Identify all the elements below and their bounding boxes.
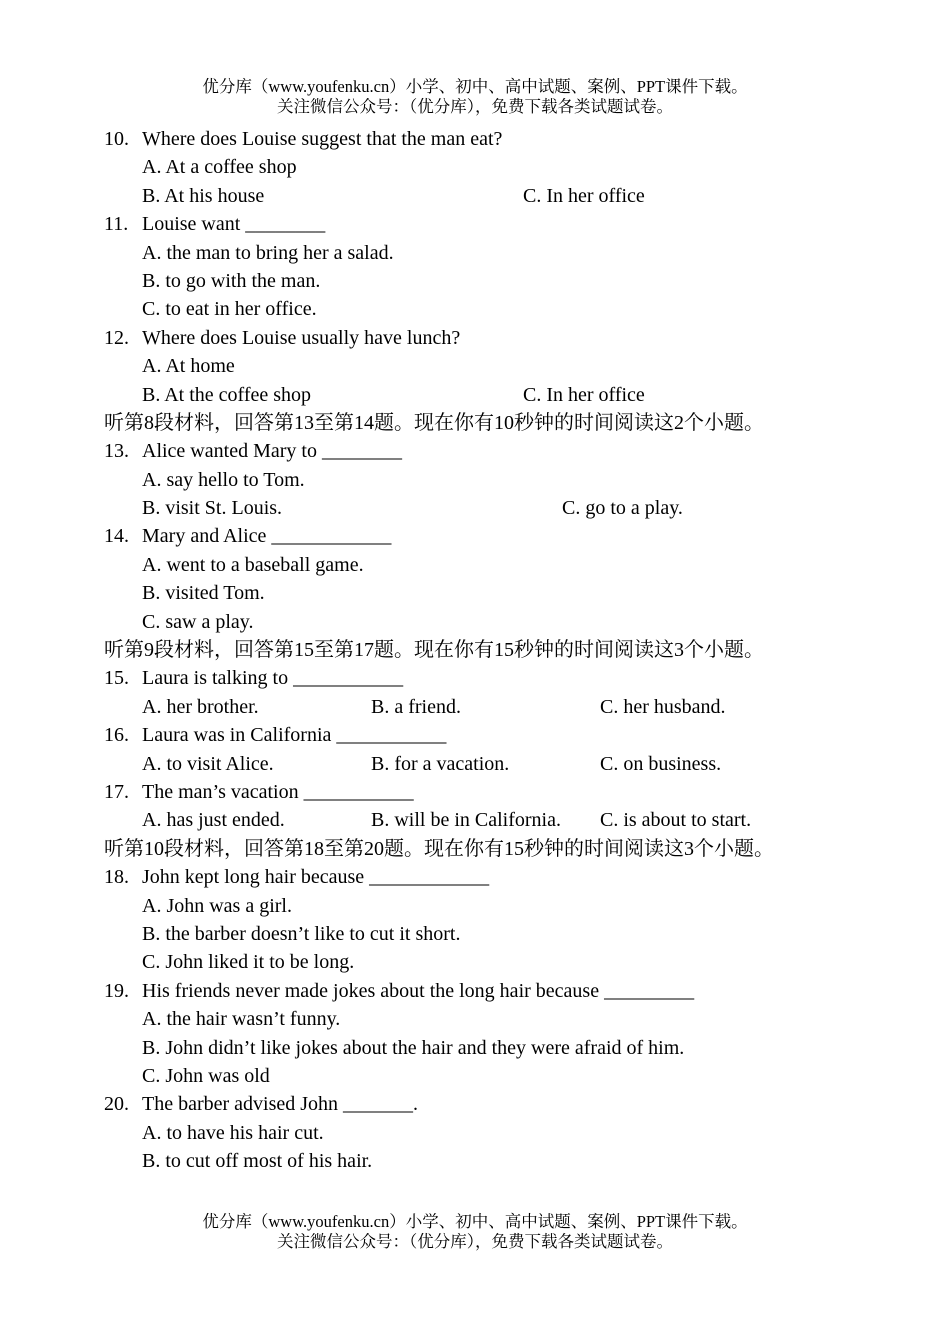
- option-c: C. go to a play.: [562, 497, 683, 520]
- question-number: 20.: [104, 1093, 129, 1116]
- question-text: Where does Louise usually have lunch?: [142, 326, 461, 349]
- question-text: Laura was in California ___________: [142, 724, 447, 747]
- option-b: B. John didn’t like jokes about the hair and they were afraid of him.: [142, 1036, 685, 1059]
- question-13: [104, 437, 874, 465]
- option-b: B. to go with the man.: [142, 269, 321, 292]
- option-b: B. visit St. Louis.: [142, 497, 283, 520]
- question-text: Laura is talking to ___________: [142, 667, 404, 690]
- question-text: Louise want ________: [142, 213, 326, 236]
- header-line-1: 优分库（www.youfenku.cn）小学、初中、高中试题、案例、PPT课件下载。: [202, 77, 748, 96]
- question-20: [104, 1090, 874, 1118]
- question-17: [104, 778, 874, 806]
- question-number: 10.: [104, 128, 129, 150]
- question-text: The barber advised John _______.: [142, 1093, 419, 1116]
- question-list: [104, 125, 874, 1175]
- question-number: 19.: [104, 979, 129, 1002]
- question-number: 15.: [104, 667, 129, 690]
- option-b: B. a friend.: [371, 695, 461, 718]
- option-b: B. At his house: [142, 184, 265, 207]
- question-16: [104, 721, 874, 749]
- question-12: [104, 324, 874, 352]
- question-11: [104, 210, 874, 238]
- option-b: B. for a vacation.: [371, 752, 510, 775]
- question-number: 13.: [104, 440, 129, 463]
- option-a: A. to have his hair cut.: [142, 1121, 324, 1144]
- option-a: A. has just ended.: [142, 809, 285, 832]
- option-a: A. her brother.: [142, 695, 259, 718]
- question-15: [104, 664, 874, 692]
- footer-line-2: 关注微信公众号：（优分库），免费下载各类试题试卷。: [277, 1232, 673, 1251]
- option-c: C. saw a play.: [142, 610, 254, 633]
- question-number: 16.: [104, 724, 129, 747]
- option-c: C. John liked it to be long.: [142, 951, 355, 974]
- question-19: [104, 977, 874, 1005]
- section-10-instruction: 听第10段材料，回答第18至第20题。现在你有15秒钟的时间阅读这3个小题。: [104, 837, 774, 860]
- option-c: C. In her office: [523, 383, 645, 406]
- option-b: B. At the coffee shop: [142, 383, 312, 406]
- page-footer: [0, 1212, 950, 1252]
- option-a: A. say hello to Tom.: [142, 468, 305, 491]
- section-8-instruction: 听第8段材料，回答第13至第14题。现在你有10秒钟的时间阅读这2个小题。: [104, 411, 764, 434]
- option-c: C. is about to start.: [600, 809, 752, 832]
- option-a: A. John was a girl.: [142, 894, 292, 917]
- question-text: Where does Louise suggest that the man eat?: [142, 128, 503, 150]
- question-number: 14.: [104, 525, 129, 548]
- question-18: [104, 863, 874, 891]
- option-b: B. visited Tom.: [142, 582, 265, 605]
- option-c: C. on business.: [600, 752, 722, 775]
- option-b: B. the barber doesn’t like to cut it short.: [142, 922, 461, 945]
- option-a: A. to visit Alice.: [142, 752, 274, 775]
- option-a: A. went to a baseball game.: [142, 553, 364, 576]
- question-text: His friends never made jokes about the long hair because _________: [142, 979, 695, 1002]
- option-c: C. to eat in her office.: [142, 298, 317, 321]
- question-text: Alice wanted Mary to ________: [142, 440, 402, 463]
- option-a: A. the hair wasn’t funny.: [142, 1008, 341, 1031]
- option-c: C. John was old: [142, 1064, 270, 1087]
- page-header: [0, 77, 950, 117]
- question-number: 12.: [104, 326, 129, 349]
- option-a: A. At a coffee shop: [142, 156, 297, 179]
- option-a: A. At home: [142, 355, 235, 378]
- question-text: John kept long hair because ____________: [142, 866, 490, 889]
- section-9-instruction: 听第9段材料，回答第15至第17题。现在你有15秒钟的时间阅读这3个小题。: [104, 639, 764, 662]
- option-b: B. to cut off most of his hair.: [142, 1150, 373, 1173]
- question-number: 11.: [104, 213, 129, 236]
- question-10: [104, 125, 874, 153]
- header-line-2: 关注微信公众号：（优分库），免费下载各类试题试卷。: [277, 97, 673, 116]
- option-a: A. the man to bring her a salad.: [142, 241, 394, 264]
- question-14: [104, 522, 874, 550]
- option-c: C. her husband.: [600, 695, 726, 718]
- question-text: The man’s vacation ___________: [142, 780, 414, 803]
- footer-line-1: 优分库（www.youfenku.cn）小学、初中、高中试题、案例、PPT课件下载。: [202, 1212, 748, 1231]
- option-b: B. will be in California.: [371, 809, 561, 832]
- question-number: 17.: [104, 780, 129, 803]
- question-number: 18.: [104, 866, 129, 889]
- question-text: Mary and Alice ____________: [142, 525, 392, 548]
- option-c: C. In her office: [523, 184, 645, 207]
